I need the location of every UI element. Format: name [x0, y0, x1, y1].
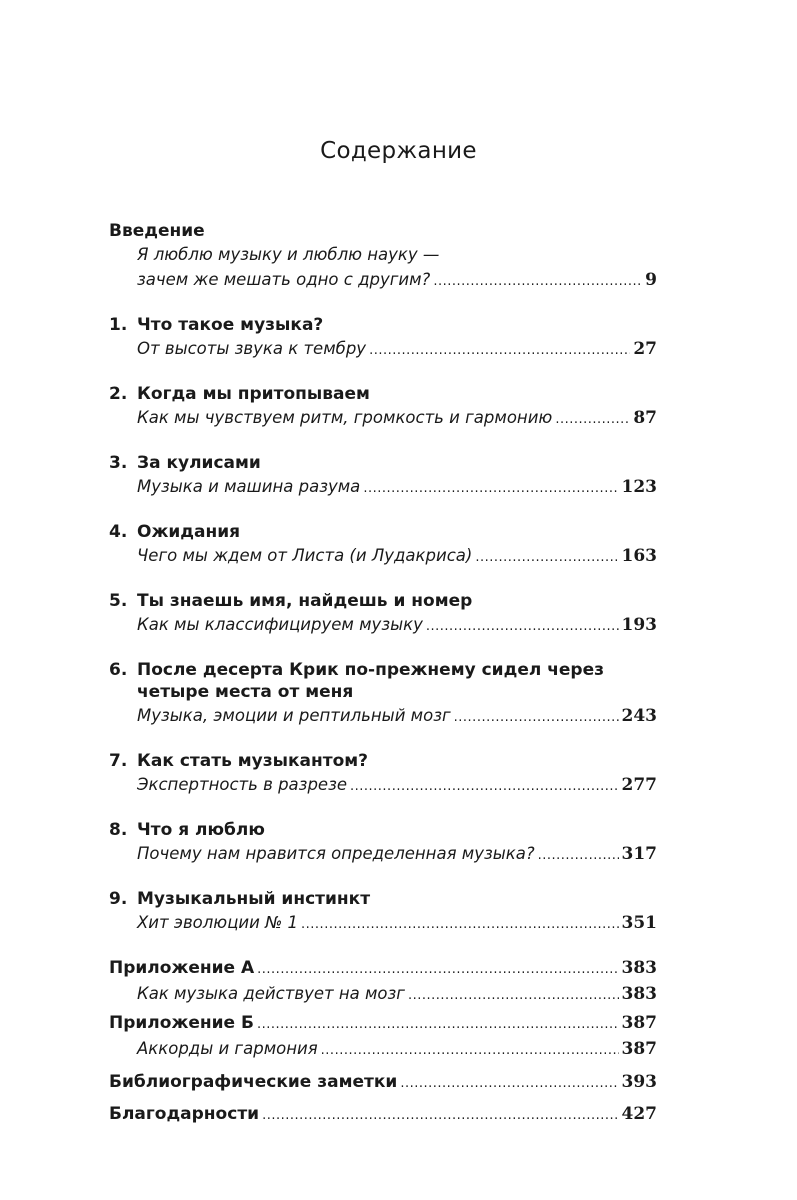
chapter-title: Музыкальный инстинкт: [137, 889, 371, 909]
chapter-title: Ожидания: [137, 522, 241, 542]
appendix-subtitle-page-number: 383: [621, 984, 657, 1004]
chapter-page-number: 317: [621, 844, 657, 864]
dot-leader: [262, 1105, 618, 1127]
intro-page-number: 9: [645, 270, 657, 290]
toc-entry-bibliography: [109, 1071, 657, 1095]
chapter-number: 6.: [109, 660, 128, 680]
dot-leader: [400, 1073, 618, 1095]
chapter-title: Ты знаешь имя, найдешь и номер: [137, 591, 473, 611]
chapter-number: 4.: [109, 522, 128, 542]
toc-entry-acknowledgements: [109, 1103, 657, 1127]
chapter-number: 3.: [109, 453, 128, 473]
toc-entry-chapter-1: [109, 314, 657, 363]
appendix-subtitle: Как музыка действует на мозг: [137, 984, 405, 1003]
toc-entry-intro: [109, 220, 657, 294]
intro-subtitle-line1: Я люблю музыку и люблю науку —: [137, 245, 440, 264]
toc-entry-appendix-a: [109, 957, 657, 1008]
chapter-page-number: 87: [633, 408, 657, 428]
endmatter-page-number: 427: [621, 1104, 657, 1124]
chapter-number: 8.: [109, 820, 128, 840]
dot-leader: [369, 338, 630, 363]
dot-leader: [257, 1014, 619, 1036]
chapter-page-number: 243: [621, 706, 657, 726]
endmatter-title: Благодарности: [109, 1104, 260, 1124]
chapter-page-number: 277: [621, 775, 657, 795]
dot-leader: [426, 614, 619, 639]
chapter-subtitle: От высоты звука к тембру: [137, 339, 367, 358]
toc-entry-appendix-b: [109, 1012, 657, 1063]
endmatter-page-number: 393: [621, 1072, 657, 1092]
chapter-title: Что такое музыка?: [137, 315, 324, 335]
chapter-subtitle: Музыка и машина разума: [137, 477, 361, 496]
chapter-subtitle: Музыка, эмоции и рептильный мозг: [137, 706, 451, 725]
toc-entry-chapter-5: [109, 590, 657, 639]
chapter-number: 7.: [109, 751, 128, 771]
dot-leader: [408, 983, 619, 1008]
page-title: Содержание: [320, 138, 477, 164]
chapter-title: Что я люблю: [137, 820, 265, 840]
appendix-page-number: 387: [621, 1013, 657, 1033]
appendix-title: Приложение А: [109, 958, 255, 978]
chapter-title: После десерта Крик по-прежнему сидел через четыре места от меня: [137, 660, 605, 702]
dot-leader: [363, 476, 618, 501]
chapter-subtitle: Хит эволюции № 1: [137, 913, 299, 932]
appendix-page-number: 383: [621, 958, 657, 978]
toc-entry-chapter-9: [109, 888, 657, 937]
intro-subtitle-line2: зачем же мешать одно с другим?: [137, 270, 431, 289]
intro-heading: Введение: [109, 221, 205, 241]
chapter-number: 1.: [109, 315, 128, 335]
chapter-page-number: 351: [621, 913, 657, 933]
dot-leader: [321, 1038, 619, 1063]
chapter-number: 2.: [109, 384, 128, 404]
chapter-subtitle: Как мы классифицируем музыку: [137, 615, 423, 634]
dot-leader: [301, 912, 618, 937]
chapter-number: 5.: [109, 591, 128, 611]
dot-leader: [454, 705, 619, 730]
endmatter-title: Библиографические заметки: [109, 1072, 398, 1092]
chapter-subtitle: Почему нам нравится определенная музыка?: [137, 844, 535, 863]
dot-leader: [433, 269, 642, 294]
chapter-page-number: 163: [621, 546, 657, 566]
toc-entry-chapter-7: [109, 750, 657, 799]
chapter-title: Как стать музыкантом?: [137, 751, 369, 771]
chapter-subtitle: Как мы чувствуем ритм, громкость и гармонию: [137, 408, 553, 427]
chapter-page-number: 193: [621, 615, 657, 635]
chapter-number: 9.: [109, 889, 128, 909]
toc-entry-chapter-3: [109, 452, 657, 501]
toc-entry-chapter-8: [109, 819, 657, 868]
appendix-title: Приложение Б: [109, 1013, 254, 1033]
dot-leader: [538, 843, 619, 868]
dot-leader: [475, 545, 618, 570]
chapter-title: За кулисами: [137, 453, 261, 473]
toc-entry-chapter-4: [109, 521, 657, 570]
toc-entry-chapter-6: [109, 659, 657, 730]
dot-leader: [555, 407, 630, 432]
appendix-subtitle-page-number: 387: [621, 1039, 657, 1059]
toc-entry-chapter-2: [109, 383, 657, 432]
appendix-subtitle: Аккорды и гармония: [137, 1039, 318, 1058]
table-of-contents: [109, 220, 657, 1127]
dot-leader: [257, 959, 618, 981]
chapter-page-number: 27: [633, 339, 657, 359]
dot-leader: [350, 774, 619, 799]
chapter-subtitle: Чего мы ждем от Листа (и Лудакриса): [137, 546, 473, 565]
chapter-subtitle: Экспертность в разрезе: [137, 775, 347, 794]
chapter-title: Когда мы притопываем: [137, 384, 370, 404]
chapter-page-number: 123: [621, 477, 657, 497]
